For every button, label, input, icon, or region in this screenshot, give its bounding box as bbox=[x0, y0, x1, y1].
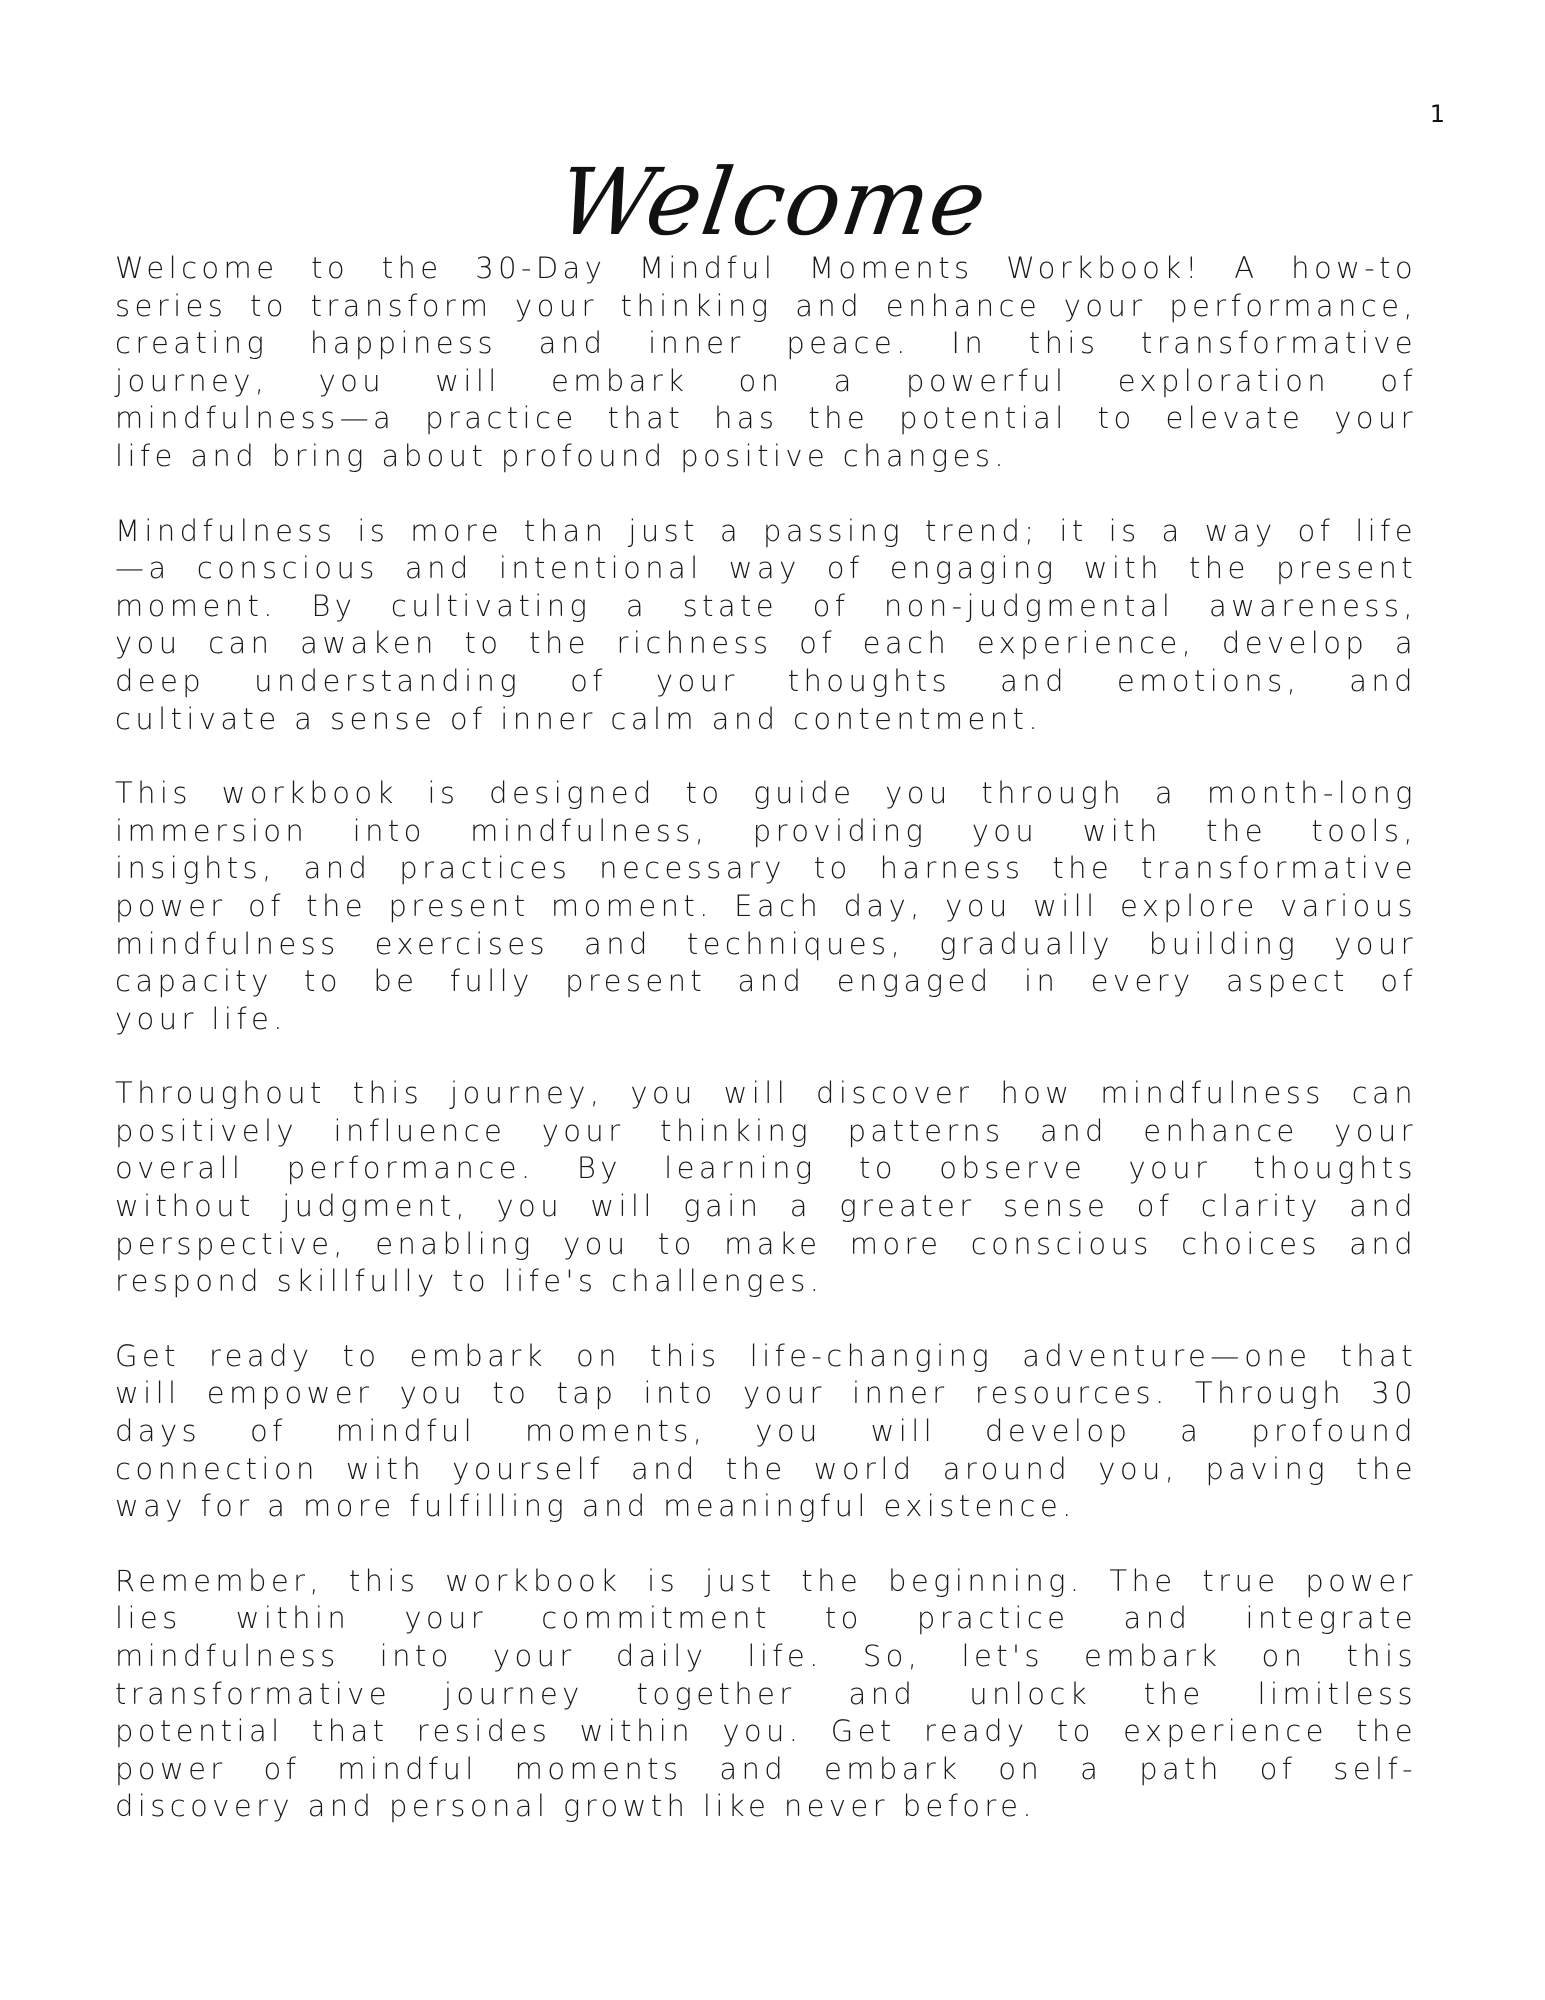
text-line: positively influence your thinking patterns and enhance your bbox=[115, 1113, 1417, 1148]
text-line: power of mindful moments and embark on a path of self- bbox=[115, 1751, 1417, 1786]
text-line: you can awaken to the richness of each experience, develop a bbox=[115, 626, 1417, 661]
paragraph-intro bbox=[115, 250, 1417, 476]
text-line: will empower you to tap into your inner resources. Through 30 bbox=[115, 1376, 1417, 1411]
text-line: deep understanding of your thoughts and emotions, and bbox=[115, 663, 1417, 698]
text-line: mindfulness into your daily life. So, let's embark on this bbox=[115, 1639, 1417, 1673]
text-line: transformative journey together and unlock the limitless bbox=[115, 1676, 1417, 1711]
text-line: overall performance. By learning to observe your thoughts bbox=[115, 1151, 1417, 1186]
text-line: This workbook is designed to guide you through a month-long bbox=[115, 776, 1417, 811]
text-line: immersion into mindfulness, providing you with the tools, bbox=[115, 813, 1417, 848]
paragraph-workbook bbox=[115, 775, 1417, 1038]
text-line: Remember, this workbook is just the beginning. The true power bbox=[115, 1563, 1417, 1598]
text-line: mindfulness exercises and techniques, gradually building your bbox=[115, 926, 1417, 961]
paragraph-mindfulness bbox=[115, 513, 1417, 739]
text-line: potential that resides within you. Get ready to experience the bbox=[115, 1714, 1417, 1749]
text-line: perspective, enabling you to make more conscious choices and bbox=[115, 1226, 1417, 1261]
text-line: creating happiness and inner peace. In this transformative bbox=[115, 326, 1417, 361]
text-line: Throughout this journey, you will discover how mindfulness can bbox=[115, 1076, 1417, 1111]
text-line: discovery and personal growth like never before. bbox=[115, 1789, 1036, 1824]
text-line: lies within your commitment to practice and integrate bbox=[115, 1601, 1417, 1636]
text-line: respond skillfully to life's challenges. bbox=[115, 1264, 824, 1299]
page-title: Welcome bbox=[551, 148, 994, 256]
paragraph-remember bbox=[115, 1563, 1417, 1826]
text-line: power of the present moment. Each day, you will explore various bbox=[115, 888, 1417, 923]
text-line: days of mindful moments, you will develop a profound bbox=[115, 1414, 1417, 1449]
text-line: Mindfulness is more than just a passing trend; it is a way of life bbox=[115, 513, 1417, 548]
text-line: connection with yourself and the world around you, paving the bbox=[115, 1451, 1417, 1486]
text-line: Welcome to the 30-Day Mindful Moments Workbook! A how-to bbox=[115, 251, 1417, 285]
text-line: life and bring about profound positive changes. bbox=[115, 438, 1009, 473]
text-line: —a conscious and intentional way of engaging with the present bbox=[115, 551, 1417, 586]
text-line: cultivate a sense of inner calm and contentment. bbox=[115, 701, 1042, 736]
paragraph-adventure bbox=[115, 1338, 1417, 1526]
page-number: 1 bbox=[1429, 100, 1445, 128]
text-line: your life. bbox=[115, 1001, 287, 1036]
text-line: mindfulness—a practice that has the potential to elevate your bbox=[115, 401, 1417, 436]
text-line: without judgment, you will gain a greater sense of clarity and bbox=[115, 1189, 1417, 1224]
text-line: way for a more fulfilling and meaningful existence. bbox=[115, 1489, 1076, 1524]
text-line: journey, you will embark on a powerful exploration of bbox=[115, 363, 1417, 398]
text-line: series to transform your thinking and enhance your performance, bbox=[115, 288, 1417, 323]
text-line: capacity to be fully present and engaged in every aspect of bbox=[115, 964, 1417, 999]
text-line: Get ready to embark on this life-changing adventure—one that bbox=[115, 1338, 1417, 1373]
welcome-body bbox=[115, 250, 1417, 1863]
paragraph-journey bbox=[115, 1075, 1417, 1301]
text-line: insights, and practices necessary to harness the transformative bbox=[115, 851, 1417, 886]
text-line: moment. By cultivating a state of non-judgmental awareness, bbox=[115, 588, 1417, 623]
